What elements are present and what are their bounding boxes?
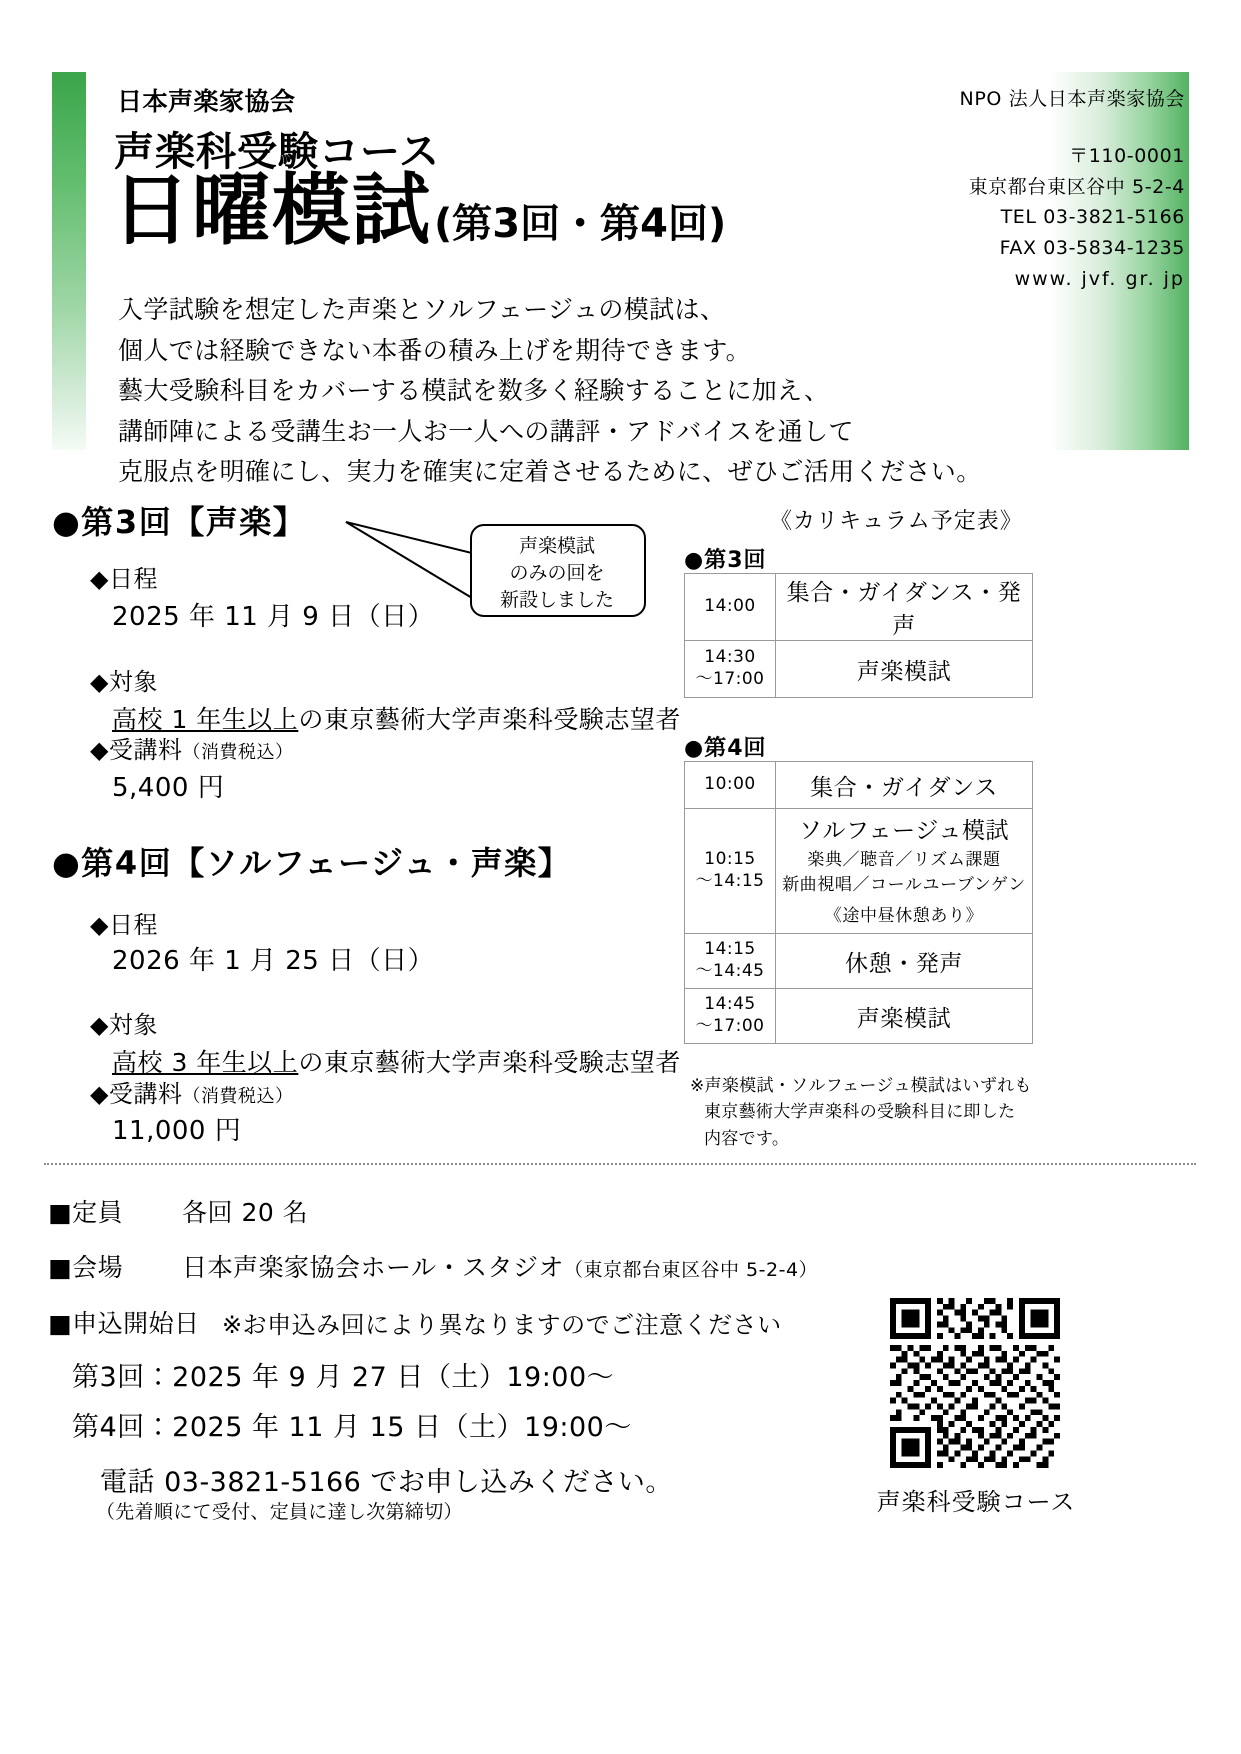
apply-start-note: ※お申込み回により異なりますのでご注意ください — [222, 1311, 782, 1339]
cell-time — [685, 809, 776, 934]
cell-time — [685, 989, 776, 1044]
session4-target-label: ◆対象 — [90, 1011, 158, 1039]
venue-value — [182, 1248, 818, 1284]
telephone-note: （先着順にて受付、定員に達し次第締切） — [96, 1501, 463, 1523]
session4-fee-label — [90, 1074, 293, 1109]
session3-target-underlined: 高校 1 年生以上 — [112, 705, 299, 734]
apply-date-session3: 第3回：2025 年 9 月 27 日（土）19:00～ — [72, 1362, 615, 1393]
table-row — [685, 641, 1033, 698]
intro-line-1: 入学試験を想定した声楽とソルフェージュの模試は、 — [118, 295, 726, 324]
curriculum-session3-label: ●第3回 — [684, 548, 767, 573]
footnote-line-2: 東京藝術大学声楽科の受験科目に即した — [704, 1102, 1016, 1123]
callout-line-1: 声楽模試 — [518, 535, 595, 557]
session3-fee-label-text: ◆受講料 — [90, 736, 183, 764]
cell-content: 集合・ガイダンス・発声 — [776, 574, 1033, 641]
cell-time-start: 14:45 — [704, 994, 756, 1015]
contact-url[interactable]: www. jvf. gr. jp — [1014, 267, 1185, 290]
course-name: 声楽科受験コース — [114, 129, 440, 175]
cell-time-end: ～14:15 — [695, 871, 765, 891]
cell-time-start: 10:15 — [704, 849, 756, 870]
contact-spacer — [960, 115, 1185, 141]
cell-content: 声楽模試 — [776, 641, 1033, 698]
cell-time-end: ～17:00 — [695, 669, 765, 689]
session3-fee-label — [90, 730, 293, 765]
session4-fee-label-small: （消費税込） — [182, 1086, 294, 1107]
curriculum-title: 《カリキュラム予定表》 — [770, 509, 1023, 534]
cell-time — [685, 934, 776, 989]
venue-address: （東京都台東区谷中 5-2-4） — [564, 1259, 819, 1281]
solfege-subject-1: 楽典／聴音／リズム課題 — [807, 850, 1001, 871]
contact-address: 東京都台東区谷中 5-2-4 — [968, 175, 1185, 198]
intro-paragraph — [118, 290, 982, 493]
cell-time-start: 10:00 — [704, 774, 756, 795]
apply-date-session4: 第4回：2025 年 11 月 15 日（土）19:00～ — [72, 1412, 632, 1443]
intro-line-4: 講師陣による受講生お一人お一人への講評・アドバイスを通して — [118, 416, 854, 446]
cell-content — [776, 809, 1033, 934]
capacity-value: 各回 20 名 — [182, 1198, 309, 1227]
footnote-line-1: ※声楽模試・ソルフェージュ模試はいずれも — [690, 1076, 1032, 1096]
session4-heading: ●第4回【ソルフェージュ・声楽】 — [52, 844, 572, 882]
org-name: 日本声楽家協会 — [117, 87, 296, 116]
contact-block — [960, 84, 1185, 295]
qr-caption: 声楽科受験コース — [876, 1488, 1076, 1516]
apply-start-label: ■申込開始日 — [48, 1309, 200, 1338]
footnote-line-3: 内容です。 — [704, 1128, 790, 1149]
qr-code-icon[interactable] — [890, 1298, 1060, 1468]
session3-date-label: ◆日程 — [90, 565, 158, 593]
session3-target-label: ◆対象 — [90, 668, 158, 696]
cell-time-start: 14:15 — [704, 939, 756, 960]
venue-name: 日本声楽家協会ホール・スタジオ — [182, 1253, 565, 1282]
curriculum-footnote — [690, 1073, 1032, 1152]
session4-target-underlined: 高校 3 年生以上 — [112, 1048, 299, 1077]
contact-postal: 〒110-0001 — [1069, 144, 1185, 167]
session4-fee-label-text: ◆受講料 — [90, 1080, 183, 1108]
curriculum-table-session4 — [684, 761, 1033, 1044]
section-divider — [44, 1163, 1196, 1165]
page-title: 日曜模試 — [112, 166, 433, 256]
cell-time — [685, 762, 776, 809]
table-row — [685, 574, 1033, 641]
session4-target-rest: の東京藝術大学声楽科受験志望者 — [298, 1048, 681, 1077]
callout-text — [474, 533, 640, 614]
intro-line-3: 藝大受験科目をカバーする模試を数多く経験することに加え、 — [118, 376, 830, 405]
solfege-subject-2: 新曲視唱／コールユーブンゲン — [782, 874, 1026, 895]
cell-content: 声楽模試 — [776, 989, 1033, 1044]
session3-target-rest: の東京藝術大学声楽科受験志望者 — [298, 705, 681, 734]
cell-time-end: ～14:45 — [695, 961, 765, 981]
cell-time-start: 14:30 — [704, 647, 756, 668]
session3-fee-label-small: （消費税込） — [182, 742, 294, 763]
telephone-instruction: 電話 03-3821-5166 でお申し込みください。 — [100, 1467, 673, 1498]
cell-time — [685, 641, 776, 698]
venue-label: ■会場 — [48, 1253, 124, 1282]
cell-time-end: ～17:00 — [695, 1016, 765, 1036]
session3-date-value: 2025 年 11 月 9 日（日） — [112, 602, 435, 632]
session4-date-value: 2026 年 1 月 25 日（日） — [112, 946, 435, 976]
session3-fee-value: 5,400 円 — [112, 773, 225, 803]
main-title-group — [112, 166, 727, 256]
curriculum-session4-label: ●第4回 — [684, 736, 767, 761]
page-title-suffix: (第3回・第4回) — [434, 201, 727, 247]
table-row — [685, 934, 1033, 989]
session4-fee-value: 11,000 円 — [112, 1116, 242, 1146]
solfege-break-note: 《途中昼休憩あり》 — [824, 905, 984, 926]
cell-content: 休憩・発声 — [776, 934, 1033, 989]
table-row — [685, 809, 1033, 934]
contact-fax: FAX 03-5834-1235 — [999, 237, 1185, 260]
intro-line-5: 克服点を明確にし、実力を確実に定着させるために、ぜひご活用ください。 — [118, 457, 982, 486]
table-row — [685, 762, 1033, 809]
intro-line-2: 個人では経験できない本番の積み上げを期待できます。 — [118, 335, 752, 365]
callout-line-2: のみの回を — [509, 561, 605, 584]
contact-tel: TEL 03-3821-5166 — [1000, 206, 1185, 229]
capacity-label: ■定員 — [48, 1198, 124, 1227]
callout-tail — [344, 512, 484, 608]
cell-time-start: 14:00 — [704, 596, 756, 617]
session4-date-label: ◆日程 — [90, 911, 158, 939]
table-row — [685, 989, 1033, 1044]
solfege-title: ソルフェージュ模試 — [798, 817, 1010, 844]
session3-heading: ●第3回【声楽】 — [52, 503, 307, 541]
cell-time — [685, 574, 776, 641]
contact-org: NPO 法人日本声楽家協会 — [959, 88, 1185, 110]
header-gradient-left — [52, 72, 86, 450]
curriculum-table-session3 — [684, 573, 1033, 698]
cell-content: 集合・ガイダンス — [776, 762, 1033, 809]
callout-line-3: 新設しました — [499, 588, 614, 611]
